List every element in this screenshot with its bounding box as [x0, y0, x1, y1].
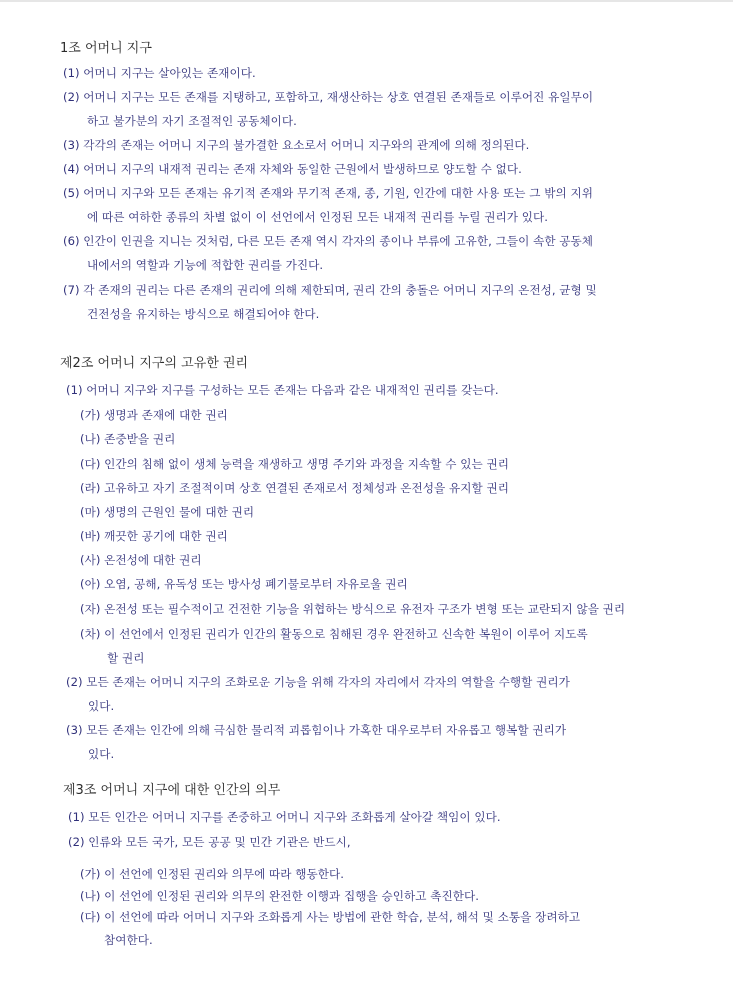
article-3-line: 참여한다. [104, 933, 153, 947]
article-2-line: (사) 온전성에 대한 권리 [80, 553, 202, 567]
article-3-line: (다) 이 선언에 따라 어머니 지구와 조화롭게 사는 방법에 관한 학습, 분석, 해석 및 소통을 장려하고 [80, 910, 581, 924]
article-2-line: (아) 오염, 공해, 유독성 또는 방사성 폐기물로부터 자유로울 권리 [80, 577, 408, 591]
article-3-line: (나) 이 선언에 인정된 권리와 의무의 완전한 이행과 집행을 승인하고 촉진한다. [80, 889, 479, 903]
article-3-line: (2) 인류와 모든 국가, 모든 공공 및 민간 기관은 반드시, [68, 835, 351, 849]
article-1-line: 건전성을 유지하는 방식으로 해결되어야 한다. [87, 307, 320, 321]
article-2-line: (1) 어머니 지구와 지구를 구성하는 모든 존재는 다음과 같은 내재적인 권리를 갖는다. [66, 383, 499, 397]
article-2-line: (가) 생명과 존재에 대한 권리 [80, 408, 228, 422]
article-2-line: (3) 모든 존재는 인간에 의해 극심한 물리적 괴롭힘이나 가혹한 대우로부터 자유롭고 행복할 권리가 [66, 723, 567, 737]
article-2-line: (바) 깨끗한 공기에 대한 권리 [80, 529, 228, 543]
article-3-line: (1) 모든 인간은 어머니 지구를 존중하고 어머니 지구와 조화롭게 살아갈 책임이 있다. [68, 810, 501, 824]
article-3-line: (가) 이 선언에 인정된 권리와 의무에 따라 행동한다. [80, 867, 345, 881]
article-2-line: 있다. [88, 747, 115, 761]
article-2-line: 있다. [88, 699, 115, 713]
article-2-line: 할 권리 [107, 651, 145, 665]
article-1-line: (3) 각각의 존재는 어머니 지구의 불가결한 요소로서 어머니 지구와의 관계에 의해 정의된다. [63, 138, 530, 152]
article-2-line: (2) 모든 존재는 어머니 지구의 조화로운 기능을 위해 각자의 자리에서 각자의 역할을 수행할 권리가 [66, 675, 570, 689]
article-1-line: (1) 어머니 지구는 살아있는 존재이다. [63, 66, 256, 80]
article-1-line: (6) 인간이 인권을 지니는 것처럼, 다른 모든 존재 역시 각자의 종이나 부류에 고유한, 그들이 속한 공동체 [63, 234, 594, 248]
article-1-heading: 1조 어머니 지구 [60, 41, 152, 56]
article-2-line: (자) 온전성 또는 필수적이고 건전한 기능을 위협하는 방식으로 유전자 구조가 변형 또는 교란되지 않을 권리 [80, 602, 626, 616]
article-3-heading: 제3조 어머니 지구에 대한 인간의 의무 [63, 783, 281, 798]
article-2-line: (다) 인간의 침해 없이 생체 능력을 재생하고 생명 주기와 과정을 지속할 수 있는 권리 [80, 457, 509, 471]
article-2-heading: 제2조 어머니 지구의 고유한 권리 [60, 356, 249, 371]
article-2-line: (나) 존중받을 권리 [80, 432, 176, 446]
article-1-line: 내에서의 역할과 기능에 적합한 권리를 가진다. [87, 258, 324, 272]
article-2-line: (라) 고유하고 자기 조절적이며 상호 연결된 존재로서 정체성과 온전성을 유지할 권리 [80, 481, 509, 495]
article-2-line: (차) 이 선언에서 인정된 권리가 인간의 활동으로 침해된 경우 완전하고 신속한 복원이 이루어 지도록 [80, 627, 588, 641]
article-1-line: 에 따른 여하한 종류의 차별 없이 이 선언에서 인정된 모든 내재적 권리를 누릴 권리가 있다. [87, 210, 549, 224]
article-1-line: (7) 각 존재의 권리는 다른 존재의 권리에 의해 제한되며, 권리 간의 충돌은 어머니 지구의 온전성, 균형 및 [63, 283, 597, 297]
article-1-line: (4) 어머니 지구의 내재적 권리는 존재 자체와 동일한 근원에서 발생하므로 양도할 수 없다. [63, 162, 522, 176]
article-1-line: 하고 불가분의 자기 조절적인 공동체이다. [87, 114, 297, 128]
article-2-line: (마) 생명의 근원인 물에 대한 권리 [80, 505, 255, 519]
top-border [0, 0, 733, 2]
article-1-line: (2) 어머니 지구는 모든 존재를 지탱하고, 포함하고, 재생산하는 상호 연결된 존재들로 이루어진 유일무이 [63, 90, 594, 104]
article-1-line: (5) 어머니 지구와 모든 존재는 유기적 존재와 무기적 존재, 종, 기원, 인간에 대한 사용 또는 그 밖의 지위 [63, 186, 594, 200]
